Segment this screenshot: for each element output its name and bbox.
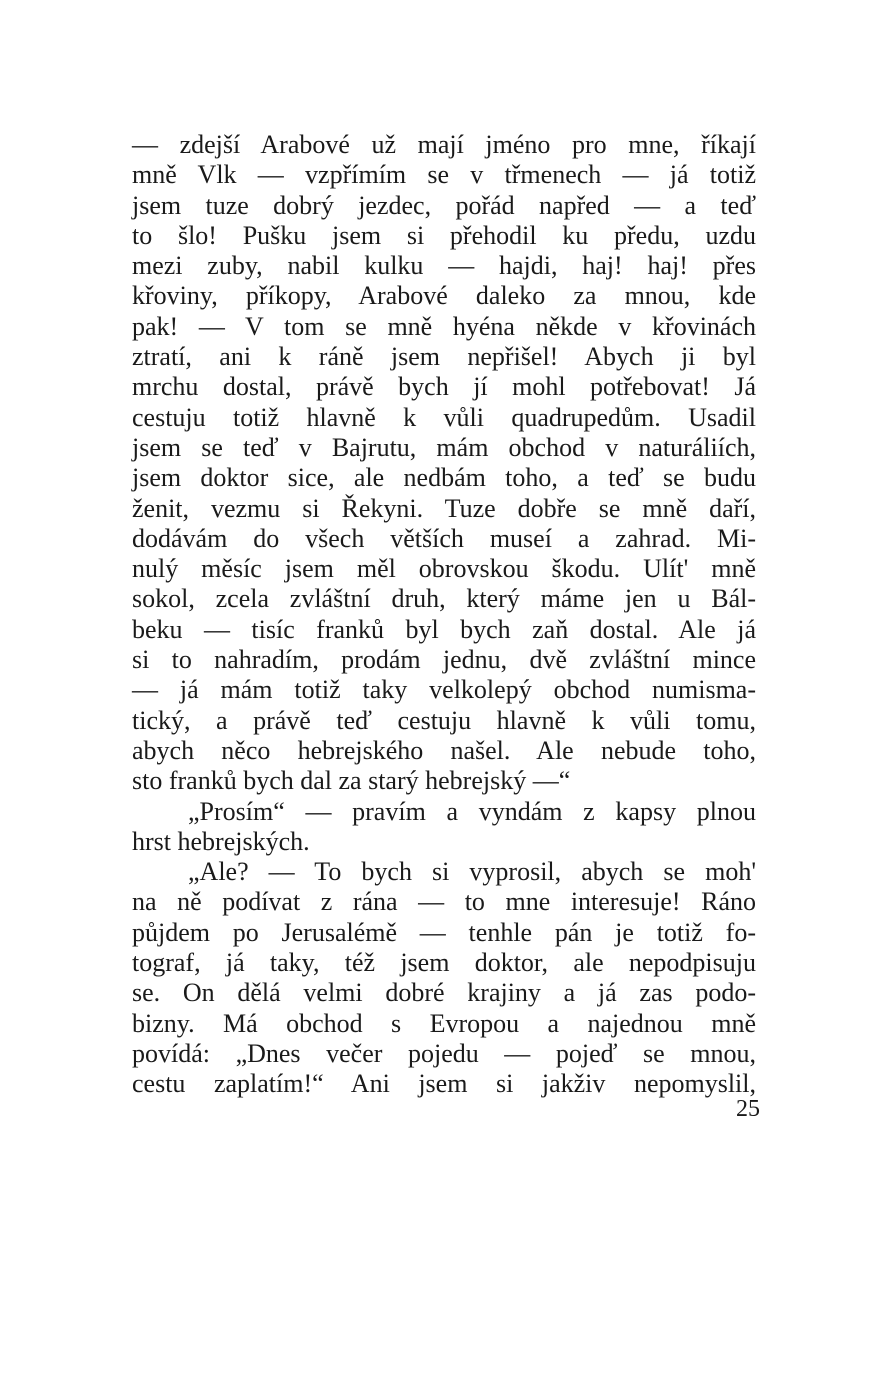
text-line: na ně podívat z rána — to mne interesuje! Ráno xyxy=(132,887,756,917)
text-line: jsem tuze dobrý jezdec, pořád napřed — a teď xyxy=(132,190,756,220)
text-line: beku — tisíc franků byl bych zaň dostal. Ale já xyxy=(132,614,756,644)
text-line: povídá: „Dnes večer pojedu — pojeď se mnou, xyxy=(132,1038,756,1068)
text-line: „Prosím“ — pravím a vyndám z kapsy plnou xyxy=(188,796,756,826)
text-line: abych něco hebrejského našel. Ale nebude toho, xyxy=(132,735,756,765)
text-line: mně Vlk — vzpřímím se v třmenech — já totiž xyxy=(132,160,756,190)
body-text xyxy=(132,130,756,1100)
text-line: jsem se teď v Bajrutu, mám obchod v naturáliích, xyxy=(132,432,756,462)
text-line: pak! — V tom se mně hyéna někde v křovinách xyxy=(132,311,756,341)
text-line: hrst hebrejských. xyxy=(132,826,310,856)
text-line: to šlo! Pušku jsem si přehodil ku předu, uzdu xyxy=(132,220,756,250)
text-line: půjdem po Jerusalémě — tenhle pán je totiž fo- xyxy=(132,917,756,947)
text-line: ženit, vezmu si Řekyni. Tuze dobře se mně daří, xyxy=(132,493,756,523)
text-line: cestuju totiž hlavně k vůli quadrupedům. Usadil xyxy=(132,402,756,432)
text-line: mrchu dostal, právě bych jí mohl potřebovat! Já xyxy=(132,372,756,402)
text-line: „Ale? — To bych si vyprosil, abych se moh' xyxy=(188,857,756,887)
text-line: dodávám do všech větších museí a zahrad. Mi- xyxy=(132,523,756,553)
text-line: bizny. Má obchod s Evropou a najednou mně xyxy=(132,1008,756,1038)
text-line: tograf, já taky, též jsem doktor, ale nepodpisuju xyxy=(132,948,756,978)
text-line: křoviny, příkopy, Arabové daleko za mnou, kde xyxy=(132,281,756,311)
text-line: — zdejší Arabové už mají jméno pro mne, říkají xyxy=(132,130,756,159)
page-number: 25 xyxy=(736,1096,760,1122)
text-line: sto franků bych dal za starý hebrejský —“ xyxy=(132,766,571,796)
text-line: mezi zuby, nabil kulku — hajdi, haj! haj! přes xyxy=(132,251,756,281)
text-line: ztratí, ani k ráně jsem nepřišel! Abych ji byl xyxy=(132,342,756,372)
text-line: nulý měsíc jsem měl obrovskou škodu. Ulít' mně xyxy=(132,554,756,584)
text-line: se. On dělá velmi dobré krajiny a já zas podo- xyxy=(132,978,756,1008)
text-line: — já mám totiž taky velkolepý obchod numisma- xyxy=(132,675,756,705)
text-line: sokol, zcela zvláštní druh, který máme jen u Bál- xyxy=(132,584,756,614)
text-line: tický, a právě teď cestuju hlavně k vůli tomu, xyxy=(132,705,756,735)
text-line: jsem doktor sice, ale nedbám toho, a teď se budu xyxy=(132,463,756,493)
text-line: si to nahradím, prodám jednu, dvě zvláštní mince xyxy=(132,645,756,675)
text-line: cestu zaplatím!“ Ani jsem si jakživ nepomyslil, xyxy=(132,1069,756,1099)
